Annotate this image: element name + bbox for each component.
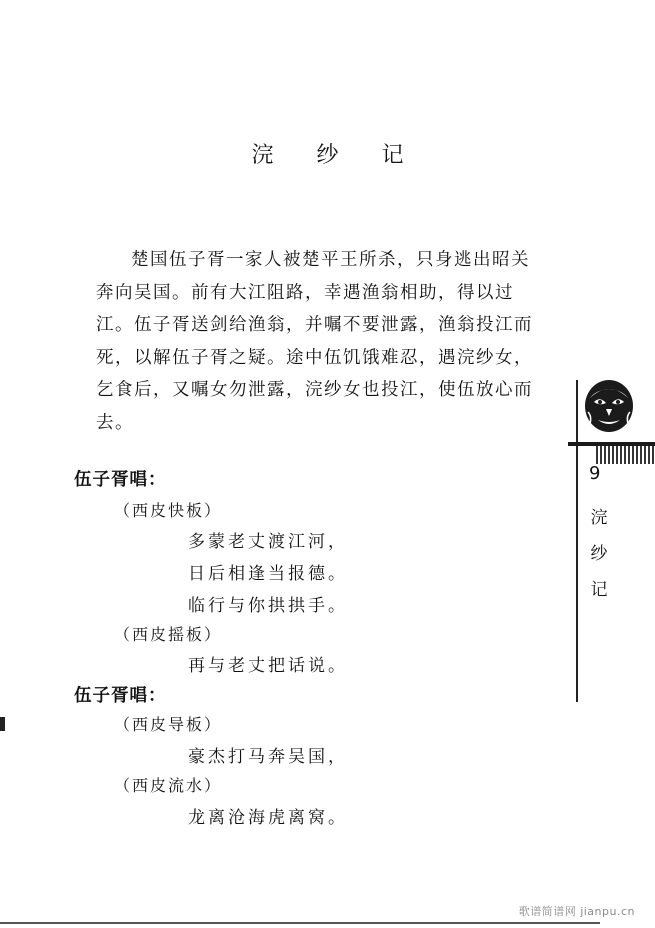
side-divider xyxy=(576,380,578,702)
chapter-title-vertical: 浣纱记 xyxy=(590,508,608,600)
page-title: 浣 纱 记 xyxy=(251,143,422,168)
lyric-line: 多蒙老丈渡江河， xyxy=(188,532,348,552)
lyric-line: 临行与你拱拱手。 xyxy=(188,596,348,616)
lyric-line: 龙离沧海虎离窝。 xyxy=(188,808,348,828)
chapter-number: 9 xyxy=(589,463,601,484)
synopsis-paragraph: 楚国伍子胥一家人被楚平王所杀，只身逃出昭关奔向吴国。前有大江阻路，幸遇渔翁相助，得以过江。伍子胥送剑给渔翁，并嘱不要泄露，渔翁投江而死，以解伍子胥之疑。途中伍饥饿难忍，遇浣纱女，乞食后，又嘱女勿泄露，浣纱女也投江，使伍放心而去。 xyxy=(96,250,533,433)
lyric-line: 再与老丈把话说。 xyxy=(188,656,348,676)
tune-mode: （西皮导板） xyxy=(114,715,223,734)
synopsis xyxy=(96,244,546,439)
tune-mode: （西皮快板） xyxy=(114,501,223,520)
side-tab-hatch xyxy=(596,446,655,464)
lyric-line: 日后相逢当报德。 xyxy=(188,564,348,584)
opera-mask-icon xyxy=(582,376,636,434)
bottom-rule xyxy=(0,922,600,924)
tune-mode: （西皮流水） xyxy=(114,776,223,795)
lyric-line: 豪杰打马奔吴国， xyxy=(188,747,348,767)
watermark: 歌谱简谱网 jianpu.cn xyxy=(518,905,635,918)
speaker-label: 伍子胥唱： xyxy=(74,470,167,490)
edge-mark xyxy=(0,717,5,731)
speaker-label: 伍子胥唱： xyxy=(74,686,167,706)
tune-mode: （西皮摇板） xyxy=(114,625,223,644)
